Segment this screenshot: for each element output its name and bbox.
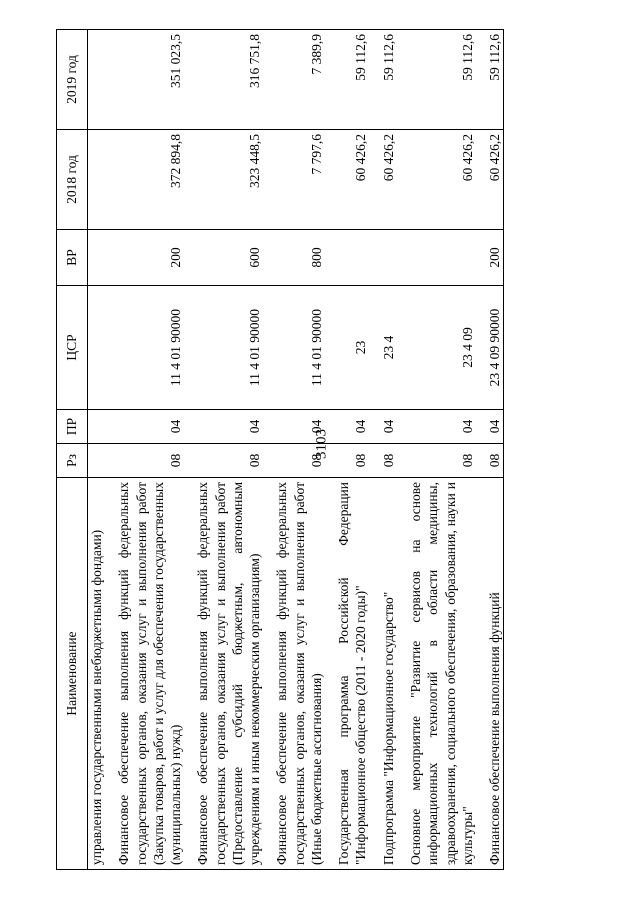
- cell-2019: [88, 30, 106, 130]
- table-row: [476, 30, 504, 870]
- cell-csr: 11 4 01 90000: [184, 286, 263, 410]
- cell-name: Государственная программа Российской Федерации "Информационное общество (2011 - 2020 годы)": [325, 478, 370, 870]
- cell-name: Финансовое обеспечение выполнения функций федеральных государственных органов, оказания услуг и выполнения работ (Закупка товаров, работ и услуг для обеспечения государственных (муниципальных) нужд): [105, 478, 184, 870]
- cell-pr: 04: [184, 410, 263, 444]
- cell-csr: 23: [325, 286, 370, 410]
- cell-rz: 08: [397, 444, 476, 478]
- cell-2018: [88, 130, 106, 230]
- header-rz: Рз: [57, 444, 88, 478]
- cell-rz: 08: [325, 444, 370, 478]
- cell-csr: [88, 286, 106, 410]
- cell-2018: 60 426,2: [476, 130, 504, 230]
- cell-2018: 323 448,5: [184, 130, 263, 230]
- cell-2018: 372 894,8: [105, 130, 184, 230]
- cell-pr: 04: [325, 410, 370, 444]
- cell-name: Подпрограмма "Информационное государство": [370, 478, 397, 870]
- header-pr: ПР: [57, 410, 88, 444]
- cell-pr: 04: [370, 410, 397, 444]
- cell-vr: 800: [263, 230, 325, 286]
- cell-2019: 316 751,8: [184, 30, 263, 130]
- cell-2018: 60 426,2: [325, 130, 370, 230]
- table-row: [88, 30, 106, 870]
- table-row: [263, 30, 325, 870]
- cell-rz: 08: [476, 444, 504, 478]
- cell-name: Основное мероприятие "Развитие сервисов на основе информационных технологий в области медицины, здравоохранения, социального обеспечения, образования, науки и культуры": [397, 478, 476, 870]
- cell-2019: 59 112,6: [325, 30, 370, 130]
- header-csr: ЦСР: [57, 286, 88, 410]
- cell-name: Финансовое обеспечение выполнения функций федеральных государственных органов, оказания услуг и выполнения работ (Предоставление субсидий бюджетным, автономным учреждениям и иным некоммерческим организациям): [184, 478, 263, 870]
- page-number-text: 3103: [313, 429, 330, 459]
- table-row: [397, 30, 476, 870]
- cell-2019: 7 389,9: [263, 30, 325, 130]
- table-row: [370, 30, 397, 870]
- cell-rz: 08: [370, 444, 397, 478]
- cell-pr: 04: [263, 410, 325, 444]
- cell-pr: 04: [397, 410, 476, 444]
- header-2018: 2018 год: [57, 130, 88, 230]
- cell-2019: 59 112,6: [397, 30, 476, 130]
- cell-vr: [370, 230, 397, 286]
- cell-2018: 7 797,6: [263, 130, 325, 230]
- header-vr: ВР: [57, 230, 88, 286]
- cell-2018: 60 426,2: [397, 130, 476, 230]
- cell-csr: 11 4 01 90000: [263, 286, 325, 410]
- cell-2019: 351 023,5: [105, 30, 184, 130]
- cell-2018: 60 426,2: [370, 130, 397, 230]
- budget-table: [56, 29, 504, 870]
- cell-vr: [88, 230, 106, 286]
- cell-rz: [88, 444, 106, 478]
- cell-name: Финансовое обеспечение выполнения функций федеральных государственных органов, оказания услуг и выполнения работ (Иные бюджетные ассигнования): [263, 478, 325, 870]
- cell-pr: 04: [105, 410, 184, 444]
- cell-vr: 200: [476, 230, 504, 286]
- cell-vr: 600: [184, 230, 263, 286]
- cell-vr: [397, 230, 476, 286]
- budget-table-frame: [56, 30, 604, 870]
- cell-name: Финансовое обеспечение выполнения функций: [476, 478, 504, 870]
- cell-2019: 59 112,6: [476, 30, 504, 130]
- cell-csr: 23 4: [370, 286, 397, 410]
- cell-csr: 23 4 09: [397, 286, 476, 410]
- cell-rz: 08: [263, 444, 325, 478]
- cell-rz: 08: [184, 444, 263, 478]
- cell-vr: 200: [105, 230, 184, 286]
- rotated-table-container: [56, 30, 604, 870]
- header-2019: 2019 год: [57, 30, 88, 130]
- table-row: [105, 30, 184, 870]
- cell-csr: 23 4 09 90000: [476, 286, 504, 410]
- cell-name: управления государственными внебюджетными фондами): [88, 478, 106, 870]
- cell-rz: 08: [105, 444, 184, 478]
- table-row: [184, 30, 263, 870]
- table-row: [325, 30, 370, 870]
- cell-pr: [88, 410, 106, 444]
- cell-pr: 04: [476, 410, 504, 444]
- table-header-row: [57, 30, 88, 870]
- header-name: Наименование: [57, 478, 88, 870]
- cell-vr: [325, 230, 370, 286]
- cell-2019: 59 112,6: [370, 30, 397, 130]
- cell-csr: 11 4 01 90000: [105, 286, 184, 410]
